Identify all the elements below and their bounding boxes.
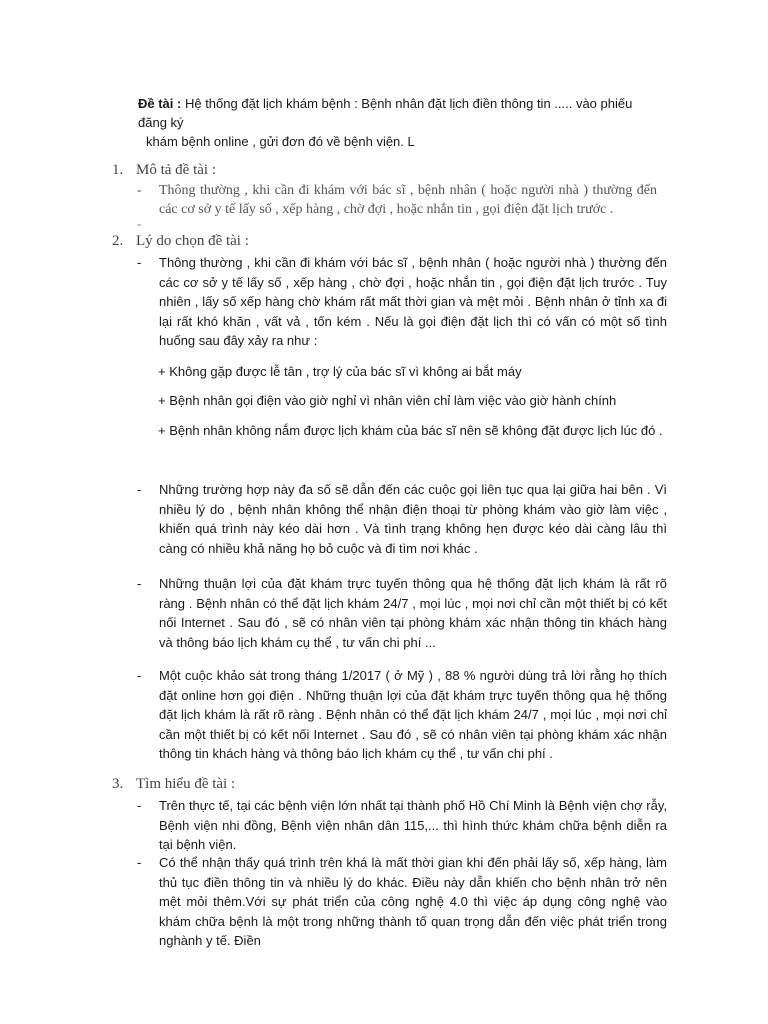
section-2-heading: 2. Lý do chọn đề tài : xyxy=(112,233,249,249)
s2-list-item: - Những thuận lợi của đặt khám trực tuyến thông qua hệ thống đặt lịch khám là rất rõ ràng . Bệnh nhân có thể đặt lịch khám 24/7 , mọi lúc , mọi nơi chỉ cần một thiết bị có kết nối Internet . Sau đó , sẽ có nhân viên tại phòng khám xác nhận thông tin khách hàng và thông báo lịch khám cụ thể , tư vấn chi phí ... xyxy=(137,576,667,650)
section-3-heading: 3. Tìm hiểu đề tài : xyxy=(112,776,236,792)
s2-list-item: - Một cuộc khảo sát trong tháng 1/2017 ( ở Mỹ ) , 88 % người dùng trả lời rằng họ thích đặt online hơn gọi điện . Những thuận lợi của đặt khám trực tuyến thông qua hệ thống đặt lịch khám là rất rõ ràng . Bệnh nhân có thể đặt lịch khám 24/7 , mọi lúc , mọi nơi chỉ cần một thiết bị có kết nối Internet . Sau đó , sẽ có nhân viên tại phòng khám xác nhận thông tin khách hàng và thông báo lịch khám cụ thể , tư vấn chi phí . xyxy=(137,668,667,761)
document-title xyxy=(138,94,658,151)
document-page: Đề tài : Hệ thống đặt lịch khám bệnh : Bệnh nhân đặt lịch điền thông tin ..... vào phiếu đăng ký khám bệnh online , gửi đơn đó về bệnh viện. L 1. Mô tả đề tài : - Thông thường , khi cần đi khám với bác sĩ , bệnh nhân ( hoặc người nhà ) thường đến các cơ sở y tế lấy số , xếp hàng , chờ đợi , hoặc nhắn tin , gọi điện đặt lịch trước . - 2. Lý do chọn đề tài : - Thông thường , khi cần đi khám với bác sĩ , bệnh nhân ( hoặc người nhà ) thường đến các cơ sở y tế lấy số , xếp hàng , chờ đợi , hoặc nhắn tin , gọi điện đặt lịch trước . Tuy nhiên , lấy số xếp hàng chờ khám rất mất thời gian và mệt mỏi . Bệnh nhân ở tỉnh xa đi lại rất khó khăn , vất vả , tốn kém . Nếu là gọi điện đặt lịch thì có vấn có một số tình huống sau đây xảy ra như : + Không gặp được lễ tân , trợ lý của bác sĩ vì không ai bắt máy + Bệnh nhân gọi điện vào giờ nghỉ vì nhân viên chỉ làm việc vào giờ hành chính + Bệnh nhân không nắm được lịch khám của bác sĩ nên sẽ không đặt được lịch lúc đó . - Những trường hợp này đa số sẽ dẫn đến các cuộc gọi liên tục qua lại giữa hai bên . Vì nhiều lý do , bệnh nhân không thể nhận điện thoại từ phòng khám vào giờ làm việc , khiến quá trình này kéo dài hơn . Và tình trạng không hẹn được kéo dài càng lâu thì càng có nhiều khả năng họ bỏ cuộc và đi tìm nơi khác . - Những thuận lợi của đặt khám trực tuyến thông qua hệ thống đặt lịch khám là rất rõ ràng . Bệnh nhân có thể đặt lịch khám 24/7 , mọi lúc , mọi nơi chỉ cần một thiết bị có kết nối Internet . Sau đó , sẽ có nhân viên tại phòng khám xác nhận thông tin khách hàng và thông báo lịch khám cụ thể , tư vấn chi phí ... - Một cuộc khảo sát trong tháng 1/2017 ( ở Mỹ ) , 88 % người dùng trả lời rằng họ thích đặt online hơn gọi điện . Những thuận lợi của đặt khám trực tuyến thông qua hệ thống đặt lịch khám là rất rõ ràng . Bệnh nhân có thể đặt lịch khám 24/7 , mọi lúc , mọi nơi chỉ cần một thiết bị có kết nối Internet . Sau đó , sẽ có nhân viên tại phòng khám xác nhận thông tin khách hàng và thông báo lịch khám cụ thể , tư vấn chi phí . 3. Tìm hiểu đề tài : - Trên thực tế, tại các bệnh viện lớn nhất tại thành phố Hồ Chí Minh là Bệnh viện chợ rẫy, Bệnh viện nhi đồng, Bệnh viện nhân dân 115,... thì hình thức khám chữa bệnh diễn ra tại bệnh viện. - Có thể nhận thấy quá trình trên khá là mất thời gian khi đến phải lấy số, xếp hàng, làm thủ tục điền thông tin và nhiều lý do khác. Điều này dẫn khiến cho bệnh nhân trở nên mệt mỏi thêm.Với sự phát triển của công nghệ 4.0 thì việc áp dụng công nghệ vào khám chữa bệnh là một trong những thành tố quan trọng dẫn đến việc phát triển trong nghành y tế. Điền xyxy=(0,0,768,1024)
s1-list-item: - Thông thường , khi cần đi khám với bác sĩ , bệnh nhân ( hoặc người nhà ) thường đến các cơ sở y tế lấy số , xếp hàng , chờ đợi , hoặc nhắn tin , gọi điện đặt lịch trước . xyxy=(137,183,657,217)
title-line2: khám bệnh online , gửi đơn đó về bệnh viện. L xyxy=(146,134,415,149)
s2-list-item: - Thông thường , khi cần đi khám với bác sĩ , bệnh nhân ( hoặc người nhà ) thường đến các cơ sở y tế lấy số , xếp hàng , chờ đợi , hoặc nhắn tin , gọi điện đặt lịch trước . Tuy nhiên , lấy số xếp hàng chờ khám rất mất thời gian và mệt mỏi . Bệnh nhân ở tỉnh xa đi lại rất khó khăn , vất vả , tốn kém . Nếu là gọi điện đặt lịch thì có vấn có một số tình huống sau đây xảy ra như : xyxy=(137,255,667,348)
s3-list-item: - Trên thực tế, tại các bệnh viện lớn nhất tại thành phố Hồ Chí Minh là Bệnh viện chợ rẫy, Bệnh viện nhi đồng, Bệnh viện nhân dân 115,... thì hình thức khám chữa bệnh diễn ra tại bệnh viện. xyxy=(137,798,667,852)
section-1-heading: 1. Mô tả đề tài : xyxy=(112,162,216,178)
s2-list-item: - Những trường hợp này đa số sẽ dẫn đến các cuộc gọi liên tục qua lại giữa hai bên . Vì nhiều lý do , bệnh nhân không thể nhận điện thoại từ phòng khám vào giờ làm việc , khiến quá trình này kéo dài hơn . Và tình trạng không hẹn được kéo dài càng lâu thì càng có nhiều khả năng họ bỏ cuộc và đi tìm nơi khác . xyxy=(137,482,667,556)
s2-plus-item: + Không gặp được lễ tân , trợ lý của bác sĩ vì không ai bắt máy xyxy=(158,364,522,379)
s2-plus-item: + Bệnh nhân gọi điện vào giờ nghỉ vì nhân viên chỉ làm việc vào giờ hành chính xyxy=(158,393,617,408)
title-prefix: Đề tài : xyxy=(138,96,182,111)
s3-list-item: - Có thể nhận thấy quá trình trên khá là mất thời gian khi đến phải lấy số, xếp hàng, làm thủ tục điền thông tin và nhiều lý do khác. Điều này dẫn khiến cho bệnh nhân trở nên mệt mỏi thêm.Với sự phát triển của công nghệ 4.0 thì việc áp dụng công nghệ vào khám chữa bệnh là một trong những thành tố quan trọng dẫn đến việc phát triển trong nghành y tế. Điền xyxy=(137,855,667,948)
title-line1: Hệ thống đặt lịch khám bệnh : Bệnh nhân đặt lịch điền thông tin ..... vào phiếu đăng ký xyxy=(138,96,633,130)
s2-plus-item: + Bệnh nhân không nắm được lịch khám của bác sĩ nên sẽ không đặt được lịch lúc đó . xyxy=(158,423,663,438)
